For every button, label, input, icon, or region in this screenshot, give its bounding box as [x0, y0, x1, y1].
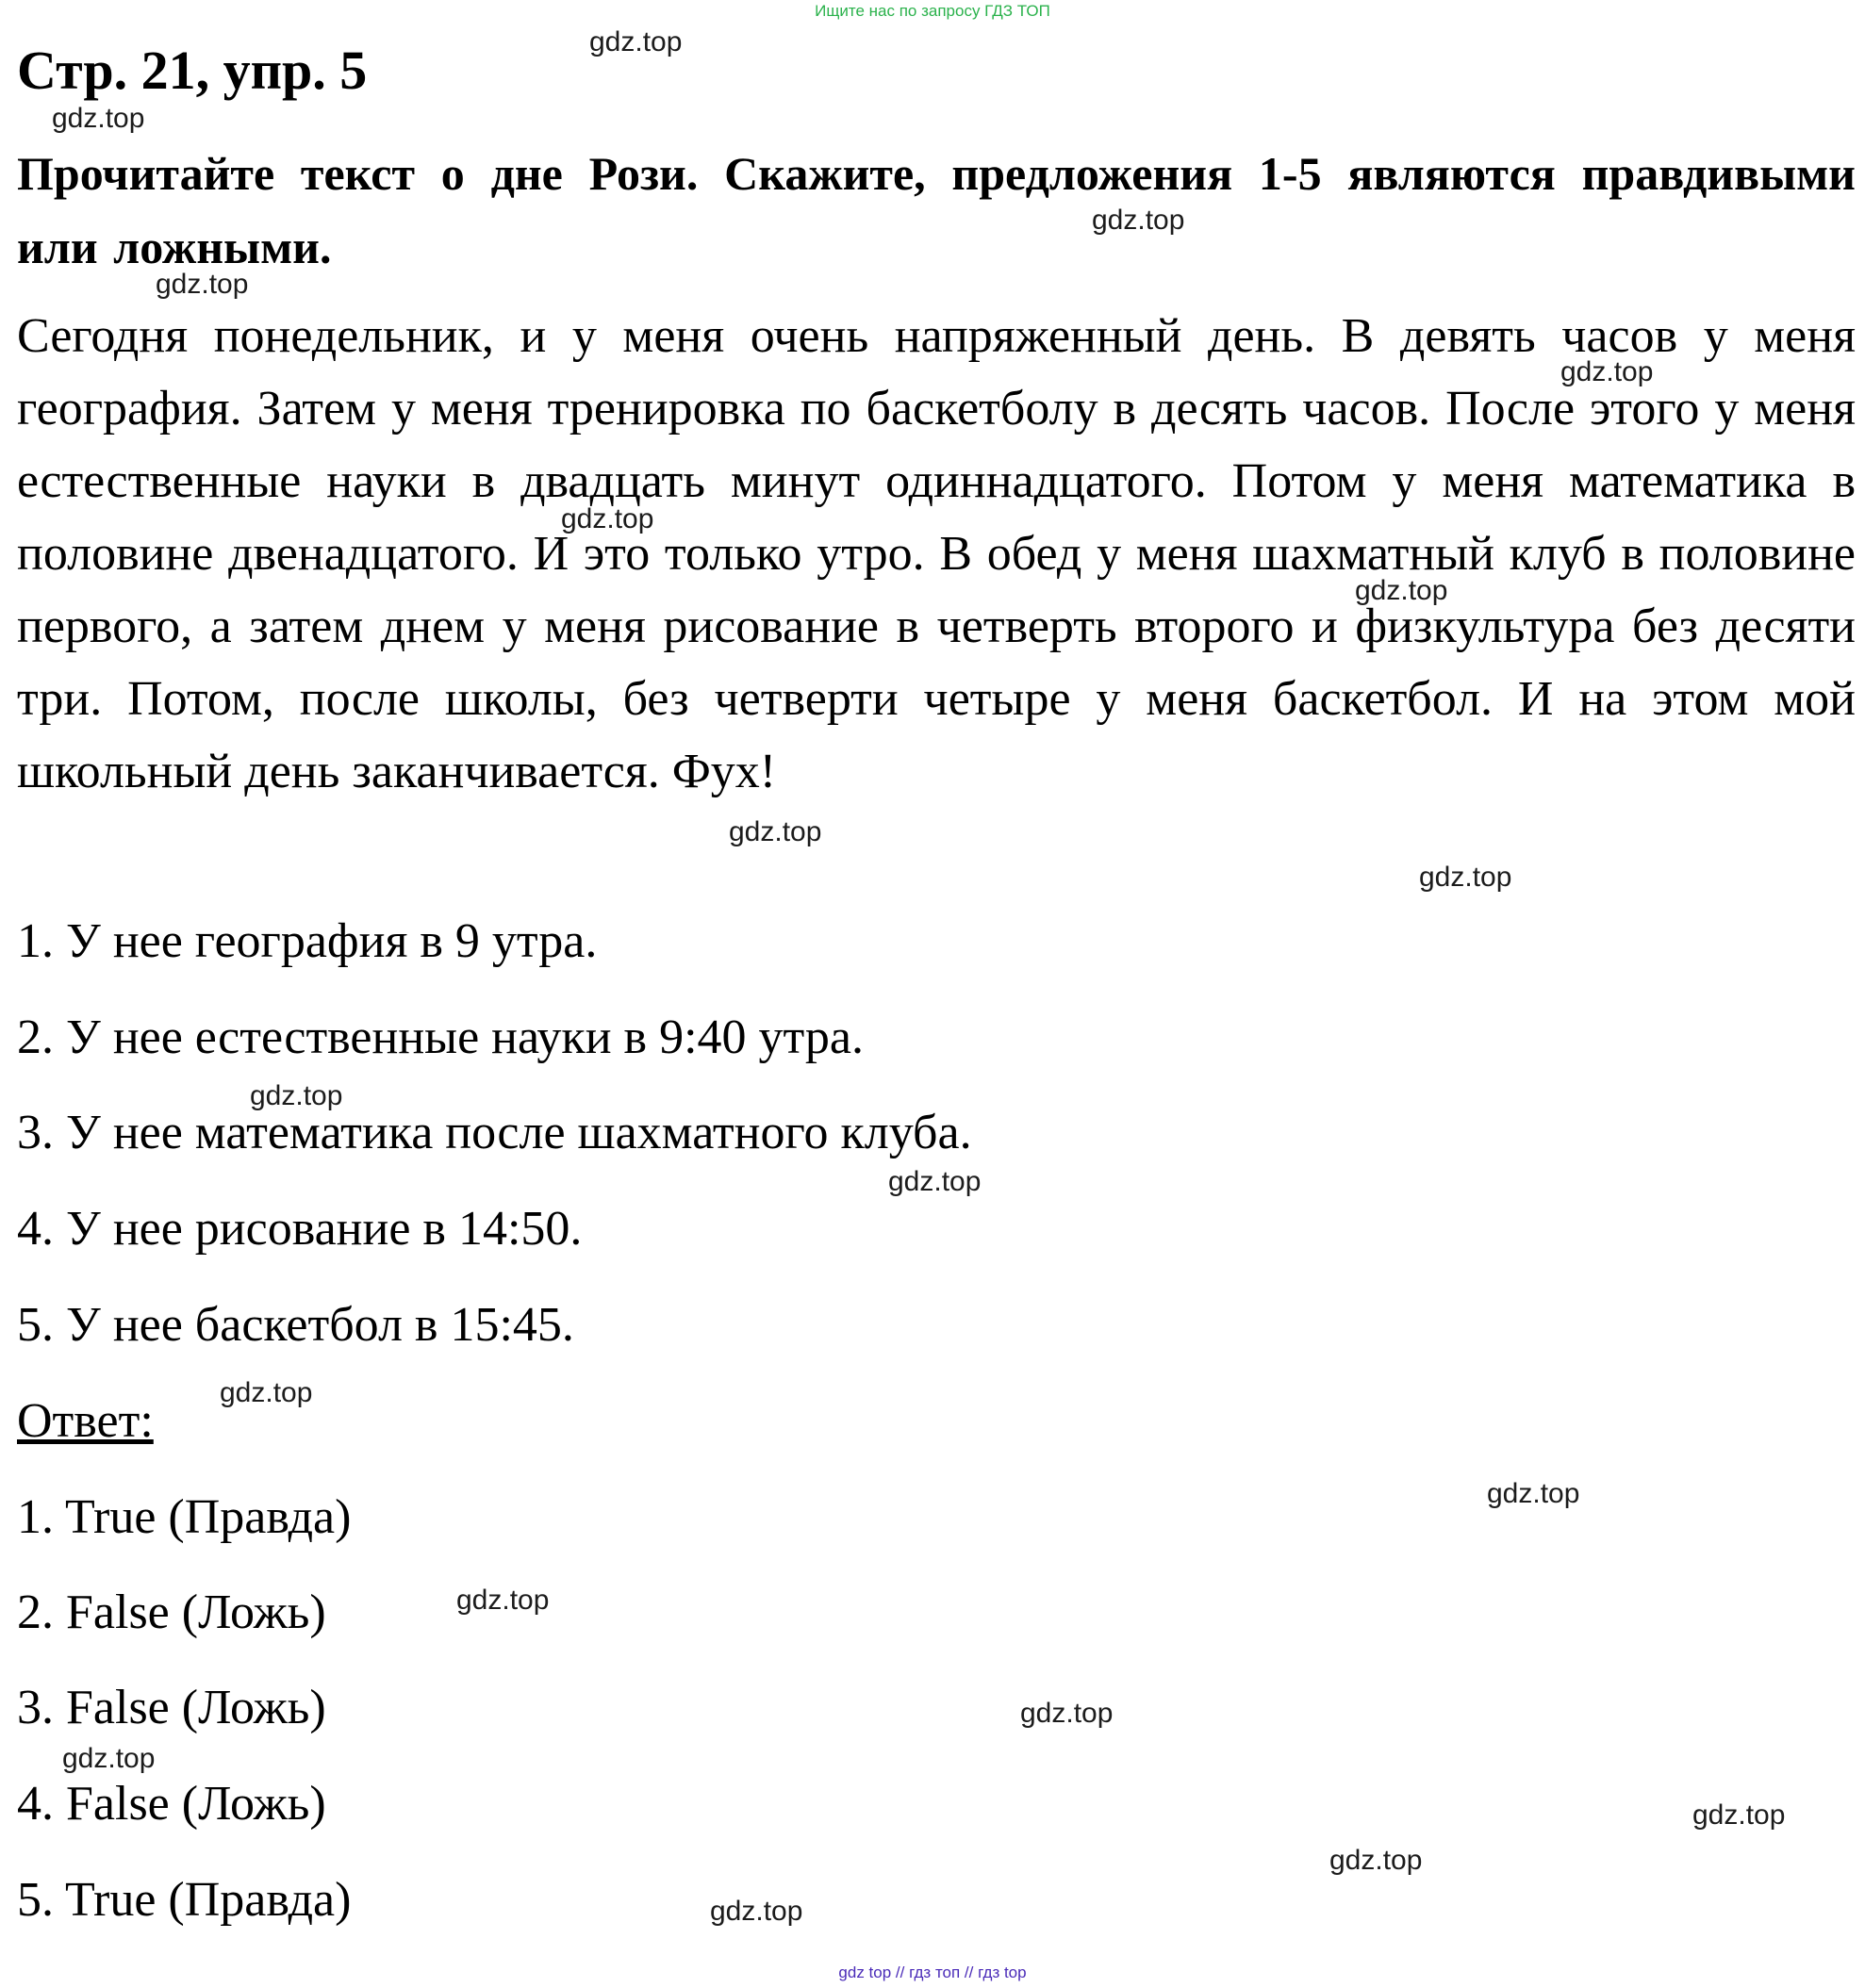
watermark: gdz.top	[1692, 1799, 1786, 1831]
watermark: gdz.top	[729, 816, 822, 847]
footer-links: gdz top // гдз топ // гдз top	[838, 1963, 1027, 1981]
top-banner: Ищите нас по запросу ГДЗ ТОП	[815, 2, 1050, 20]
watermark: gdz.top	[1355, 575, 1448, 606]
answer-label: Ответ:	[17, 1394, 154, 1448]
watermark: gdz.top	[1419, 862, 1512, 893]
watermark: gdz.top	[1560, 356, 1654, 387]
statement-5: 5. У нее баскетбол в 15:45.	[17, 1298, 574, 1352]
watermark: gdz.top	[888, 1166, 982, 1197]
watermark: gdz.top	[62, 1743, 156, 1774]
statement-2: 2. У нее естественные науки в 9:40 утра.	[17, 1010, 864, 1064]
answer-2: 2. False (Ложь)	[17, 1585, 326, 1639]
watermark: gdz.top	[1329, 1845, 1423, 1876]
watermark: gdz.top	[710, 1896, 803, 1927]
exercise-instruction: Прочитайте текст о дне Рози. Скажите, предложения 1-5 являются правдивыми или ложными.	[17, 147, 1856, 273]
watermark: gdz.top	[1487, 1478, 1580, 1509]
watermark: gdz.top	[156, 269, 249, 300]
page-title: Стр. 21, упр. 5	[17, 40, 368, 101]
statement-4: 4. У нее рисование в 14:50.	[17, 1202, 583, 1256]
answer-1: 1. True (Правда)	[17, 1490, 352, 1544]
watermark: gdz.top	[1092, 205, 1185, 236]
watermark: gdz.top	[589, 26, 683, 58]
watermark: gdz.top	[456, 1585, 550, 1616]
watermark: gdz.top	[250, 1080, 343, 1111]
answer-4: 4. False (Ложь)	[17, 1777, 326, 1831]
watermark: gdz.top	[220, 1377, 313, 1408]
answer-5: 5. True (Правда)	[17, 1873, 352, 1927]
watermark: gdz.top	[561, 503, 654, 534]
watermark: gdz.top	[1020, 1698, 1114, 1729]
statement-1: 1. У нее география в 9 утра.	[17, 914, 598, 968]
watermark: gdz.top	[52, 103, 145, 134]
statement-3: 3. У нее математика после шахматного клуба.	[17, 1106, 972, 1159]
reading-passage: Сегодня понедельник, и у меня очень напряженный день. В девять часов у меня география. Затем у меня тренировка по баскетболу в десять часов. После этого у меня естественные науки в двадцать минут одиннадцатого. Потом у меня математика в половине двенадцатого. И это только утро. В обед у меня шахматный клуб в половине первого, а затем днем у меня рисование в четверть второго и физкультура без десяти три. Потом, после школы, без четверти четыре у меня баскетбол. И на этом мой школьный день заканчивается. Фух!	[17, 309, 1856, 798]
answer-3: 3. False (Ложь)	[17, 1681, 326, 1734]
